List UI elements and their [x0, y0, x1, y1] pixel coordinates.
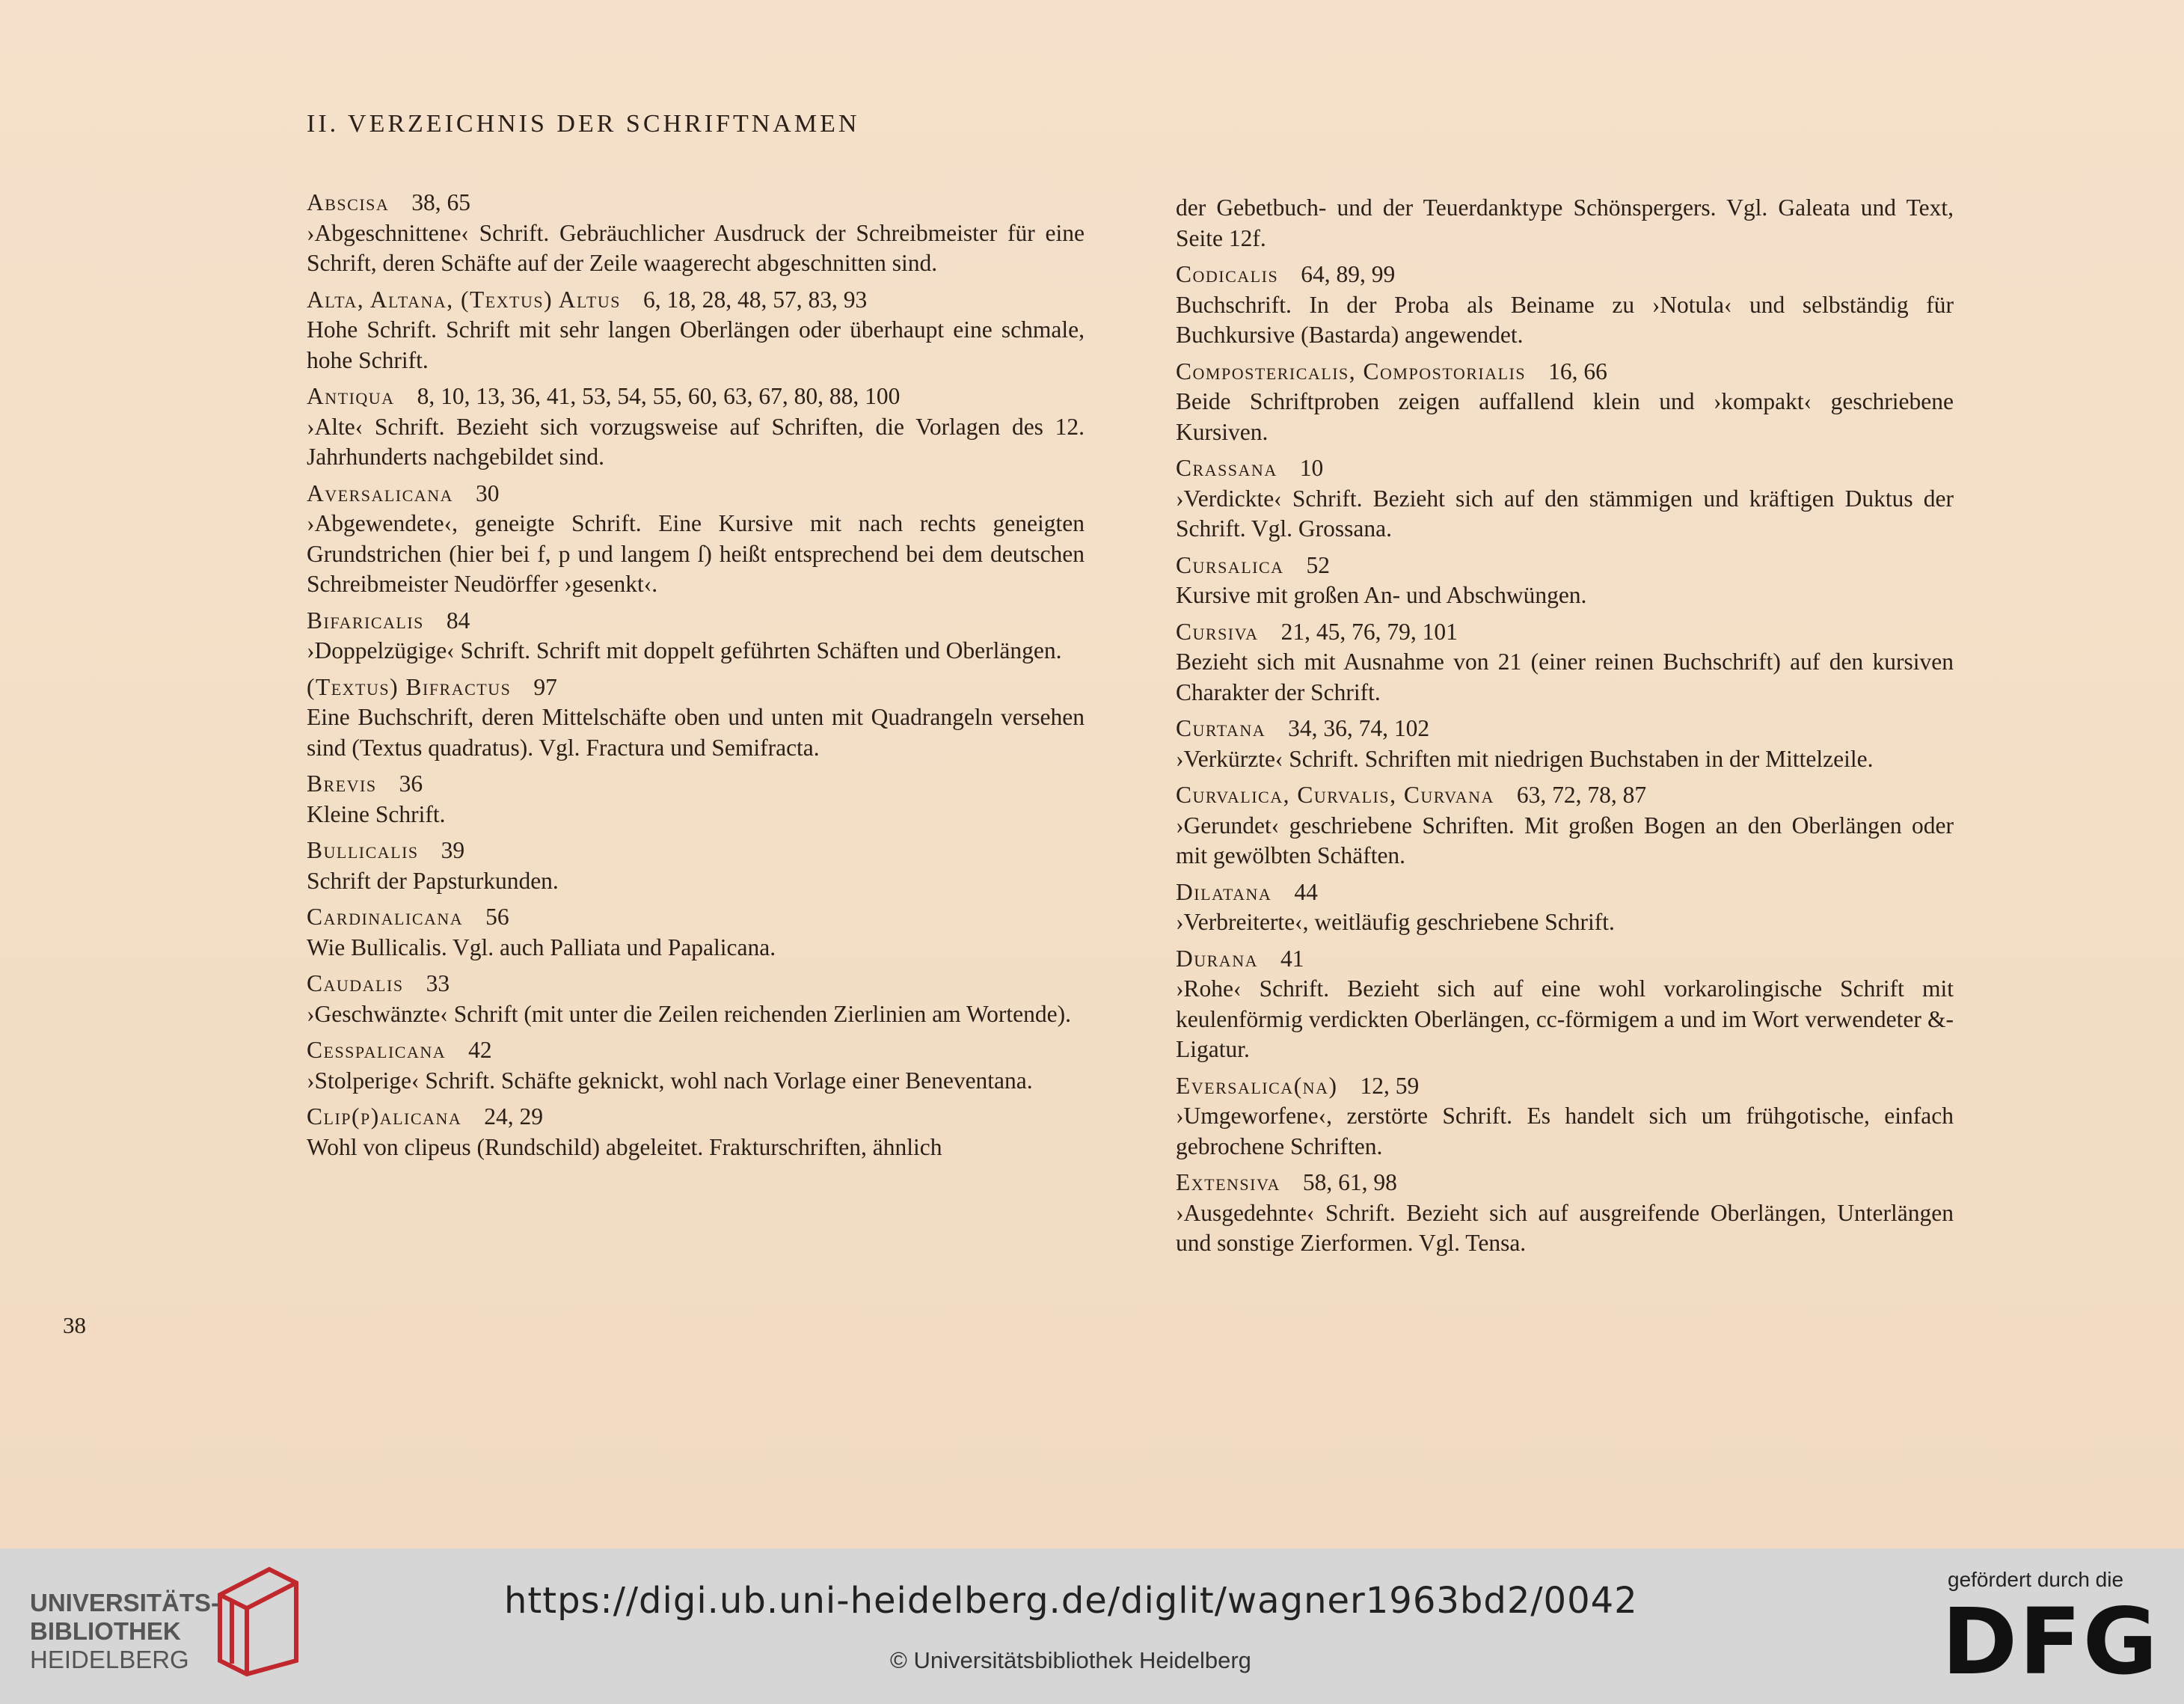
- entry-definition: ›Rohe‹ Schrift. Bezieht sich auf eine wohl vorkarolingische Schrift mit keulenförmig verdickten Oberlängen, cc-förmigem a und im Wort verwendeter &-Ligatur.: [1176, 975, 1954, 1062]
- entry-definition: ›Verkürzte‹ Schrift. Schriften mit niedrigen Buchstaben in der Mittelzeile.: [1176, 745, 1874, 772]
- index-entry: [307, 769, 1085, 830]
- logo-line-1: UNIVERSITÄTS-: [30, 1589, 220, 1616]
- index-entry: [1176, 1071, 1954, 1162]
- entry-page-refs: 6, 18, 28, 48, 57, 83, 93: [642, 286, 868, 313]
- index-entry: [307, 1102, 1085, 1162]
- entry-term: Durana: [1176, 945, 1258, 972]
- entry-term: Aversalicana: [307, 479, 453, 506]
- entry-definition: Buchschrift. In der Proba als Beiname zu ›Notula‹ und selbständig für Buchkursive (Bastarda) angewendet.: [1176, 291, 1954, 348]
- logo-line-2: BIBLIOTHEK: [30, 1617, 181, 1645]
- index-entry: [307, 285, 1085, 376]
- dfg-logo[interactable]: DFG: [1942, 1589, 2159, 1695]
- entry-term: Brevis: [307, 770, 377, 797]
- entry-definition: ›Gerundet‹ geschriebene Schriften. Mit großen Bogen an den Oberlängen oder mit gewölbten Schäften.: [1176, 812, 1954, 868]
- entry-term: Cursalica: [1176, 551, 1284, 578]
- entry-term: Crassana: [1176, 455, 1277, 481]
- section-heading: II. VERZEICHNIS DER SCHRIFTNAMEN: [307, 110, 860, 138]
- entry-page-refs: 84: [446, 607, 470, 634]
- entry-definition: ›Verbreiterte‹, weitläufig geschriebene Schrift.: [1176, 909, 1615, 935]
- entry-page-refs: 21, 45, 76, 79, 101: [1280, 618, 1458, 645]
- entry-page-refs: 33: [426, 970, 450, 996]
- entry-term: Cursiva: [1176, 618, 1259, 645]
- entry-page-refs: 8, 10, 13, 36, 41, 53, 54, 55, 60, 63, 67, 80, 88, 100: [417, 383, 901, 409]
- logo-line-3: HEIDELBERG: [30, 1646, 189, 1673]
- index-entry: [1176, 1168, 1954, 1259]
- entry-definition: Wie Bullicalis. Vgl. auch Palliata und Papalicana.: [307, 934, 776, 960]
- entry-term: Curtana: [1176, 715, 1266, 741]
- entry-definition: ›Abgewendete‹, geneigte Schrift. Eine Kursive mit nach rechts geneigten Grundstrichen (hier bei f, p und langem ſ) heißt entsprechend bei dem deutschen Schreibmeister Neudörffer ›gesenkt‹.: [307, 510, 1085, 597]
- index-entry: [307, 381, 1085, 473]
- entry-definition-continued: der Gebetbuch- und der Teuerdanktype Schönspergers. Vgl. Galeata und Text, Seite 12f.: [1176, 194, 1954, 251]
- index-entry: [307, 672, 1085, 764]
- entry-page-refs: 52: [1306, 551, 1331, 578]
- entry-term: Codicalis: [1176, 261, 1279, 287]
- entry-term: Abscisa: [307, 189, 390, 215]
- index-entry: [307, 479, 1085, 600]
- entry-term: Bullicalis: [307, 837, 419, 863]
- library-logo[interactable]: [30, 1589, 219, 1674]
- entry-page-refs: 41: [1280, 945, 1304, 972]
- entry-definition: ›Geschwänzte‹ Schrift (mit unter die Zeilen reichenden Zierlinien am Wortende).: [307, 1000, 1071, 1027]
- entry-page-refs: 36: [399, 770, 423, 797]
- entry-page-refs: 34, 36, 74, 102: [1288, 715, 1430, 741]
- entry-definition: ›Stolperige‹ Schrift. Schäfte geknickt, wohl nach Vorlage einer Beneventana.: [307, 1067, 1033, 1094]
- entry-page-refs: 16, 66: [1548, 358, 1607, 384]
- continued-entry: [1176, 193, 1954, 254]
- entry-definition: Bezieht sich mit Ausnahme von 21 (einer reinen Buchschrift) auf den kursiven Charakter der Schrift.: [1176, 649, 1954, 705]
- entry-term: Cardinalicana: [307, 904, 464, 930]
- entry-page-refs: 42: [468, 1037, 492, 1063]
- entry-term: Clip(p)alicana: [307, 1103, 462, 1130]
- entry-page-refs: 58, 61, 98: [1302, 1169, 1397, 1195]
- entry-page-refs: 10: [1299, 455, 1324, 481]
- entry-definition: Kleine Schrift.: [307, 800, 446, 827]
- entry-definition: ›Verdickte‹ Schrift. Bezieht sich auf den stämmigen und kräftigen Duktus der Schrift. Vgl. Grossana.: [1176, 485, 1954, 542]
- index-entry: [1176, 944, 1954, 1065]
- library-logo-mark-icon: [215, 1565, 305, 1677]
- entry-page-refs: 24, 29: [484, 1103, 543, 1130]
- index-entry: [307, 188, 1085, 279]
- entry-definition: ›Ausgedehnte‹ Schrift. Bezieht sich auf ausgreifende Oberlängen, Unterlängen und sonstige Zierformen. Vgl. Tensa.: [1176, 1199, 1954, 1256]
- entry-term: Bifaricalis: [307, 607, 424, 634]
- entry-term: Compostericalis, Compostorialis: [1176, 358, 1527, 384]
- index-entry: [307, 1035, 1085, 1096]
- entry-page-refs: 63, 72, 78, 87: [1516, 782, 1647, 808]
- funder-caption: gefördert durch die: [1948, 1568, 2124, 1591]
- index-entry: [1176, 260, 1954, 351]
- index-entry: [307, 902, 1085, 963]
- index-entry: [307, 606, 1085, 666]
- entry-page-refs: 44: [1294, 878, 1318, 905]
- entry-term: Extensiva: [1176, 1169, 1280, 1195]
- entry-term: Antiqua: [307, 383, 395, 409]
- index-entry: [1176, 453, 1954, 545]
- entry-term: (Textus) Bifractus: [307, 673, 512, 700]
- left-column: [307, 188, 1085, 1168]
- entry-page-refs: 38, 65: [411, 189, 471, 215]
- entry-definition: ›Alte‹ Schrift. Bezieht sich vorzugsweise auf Schriften, die Vorlagen des 12. Jahrhunderts nachgebildet sind.: [307, 413, 1085, 470]
- entry-definition: Eine Buchschrift, deren Mittelschäfte oben und unten mit Quadrangeln versehen sind (Textus quadratus). Vgl. Fractura und Semifracta.: [307, 704, 1085, 761]
- entry-term: Dilatana: [1176, 878, 1272, 905]
- entry-term: Curvalica, Curvalis, Curvana: [1176, 782, 1494, 808]
- entry-page-refs: 30: [475, 479, 500, 506]
- entry-page-refs: 12, 59: [1360, 1072, 1420, 1099]
- viewer-footer: [0, 1548, 2184, 1704]
- entry-term: Alta, Altana, (Textus) Altus: [307, 286, 621, 313]
- page-number: 38: [63, 1312, 86, 1338]
- entry-definition: ›Umgeworfene‹, zerstörte Schrift. Es handelt sich um frühgotische, einfach gebrochene Schriften.: [1176, 1103, 1954, 1159]
- entry-page-refs: 64, 89, 99: [1301, 261, 1396, 287]
- entry-definition: Kursive mit großen An- und Abschwüngen.: [1176, 582, 1587, 608]
- right-column: [1176, 193, 1954, 1265]
- index-entry: [1176, 357, 1954, 448]
- entry-definition: Schrift der Papsturkunden.: [307, 867, 559, 894]
- entry-definition: ›Doppelzügige‹ Schrift. Schrift mit doppelt geführten Schäften und Oberlängen.: [307, 637, 1062, 663]
- entry-page-refs: 97: [533, 673, 557, 700]
- entry-term: Cesspalicana: [307, 1037, 447, 1063]
- index-entry: [307, 969, 1085, 1029]
- index-entry: [1176, 714, 1954, 774]
- entry-term: Eversalica(na): [1176, 1072, 1338, 1099]
- entry-term: Caudalis: [307, 970, 404, 996]
- index-entry: [1176, 877, 1954, 938]
- index-entry: [1176, 617, 1954, 708]
- entry-page-refs: 56: [485, 904, 509, 930]
- index-entry: [1176, 551, 1954, 611]
- entry-definition: Hohe Schrift. Schrift mit sehr langen Oberlängen oder überhaupt eine schmale, hohe Schrift.: [307, 316, 1085, 373]
- entry-definition: ›Abgeschnittene‹ Schrift. Gebräuchlicher Ausdruck der Schreibmeister für eine Schrift, deren Schäfte auf der Zeile waagerecht abgeschnitten sind.: [307, 219, 1085, 276]
- permalink-url[interactable]: https://digi.ub.uni-heidelberg.de/diglit/wagner1963bd2/0042: [504, 1580, 1638, 1622]
- entry-definition: Wohl von clipeus (Rundschild) abgeleitet. Frakturschriften, ähnlich: [307, 1133, 942, 1160]
- copyright-notice: © Universitätsbibliothek Heidelberg: [890, 1647, 1251, 1673]
- entry-page-refs: 39: [441, 837, 465, 863]
- index-entry: [1176, 780, 1954, 871]
- index-entry: [307, 836, 1085, 896]
- entry-definition: Beide Schriftproben zeigen auffallend klein und ›kompakt‹ geschriebene Kursiven.: [1176, 388, 1954, 445]
